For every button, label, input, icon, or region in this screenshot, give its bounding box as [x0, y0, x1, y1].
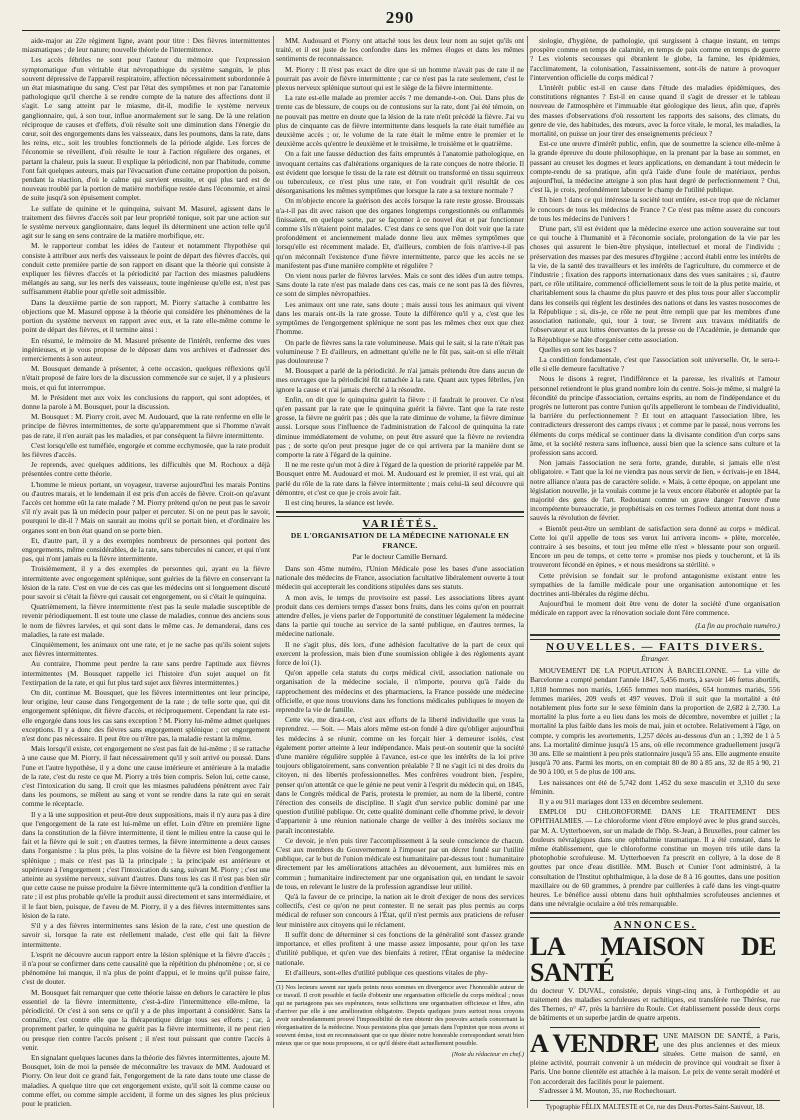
page-number: 290 — [385, 8, 415, 27]
paragraph: La rate est-elle malade au premier accès ? me demande-t-on. Oui. Dans plus de trente cas de blessure, de coups ou de contusions sur la rate, dont j'ai été témoin, on ne pouvait pas mettre en doute que la lésion de la rate n'eût précédé la fièvre. J'ai vu plus de cinquante cas de fièvre intermittente dans lesquels la rate était tuméfiée au deuxième accès ; or, le volume de la rate était le même entre le premier et le deuxième accès qu'entre le deuxième et le troisième, le troisième et le quatrième. — [276, 93, 524, 149]
ad-body: du docteur V. DUVAL, consistée, depuis vingt-cinq ans, à l'orthopédie et au traitement des maladies scrofuleuses et rachitiques, est transférée rue Thérèse, rue des Thernes, n° 47, près la barrière du Roule. Cet établissement possède deux corps de bâtiments et un superbe jardin de quatre arpents. — [530, 985, 780, 1023]
paragraph: M. Bousquet a parlé de la périodicité. Je n'ai jamais prétendu être dans aucun de mes ouvrages que la périodicité fût rattachée à la rate. Quant aux types fébriles, j'en ignore la cause et n'ai jamais cherché à la résoudre. — [276, 366, 524, 394]
academy-report-text — [22, 36, 270, 1108]
paragraph: Cinquièmement, les animaux ont une rate, et je ne sache pas qu'ils soient sujets aux fièvres intermittentes. — [22, 640, 270, 659]
paragraph: Les accès fébriles ne sont pour l'auteur du mémoire que l'expression symptomatique d'un véritable état névropathique du système sanguin, le plus souvent dépressive de l'appareil respiratoire, affection nécessairement subordonnée à un état miasmatique du sang. C'est par l'état des symptômes et non par l'anatomie pathologique qu'il cherche à se rendre compte de la nature des affections dont il s'agit. Le sang atteint par le miasme, dit-il, modifie le système nerveux ganglionnaire, qui, à son tour, influe anormalement sur le sang. De là une relation réciproque de causes et d'effets, d'où résulte soit une diminution dans l'énergie du cœur, soit des engorgements dans les vaisseaux, dans les poumons, dans la rate, dans les reins, etc., soit les troubles fonctionnels de la période algide. Les forces de l'économie se réveillent, d'où résulte le tour à l'action réguliere des organes, et partant la chaleur, puis la sueur. Il explique la périodicité, non par l'habitude, comme l'ont fait quelques auteurs, mais par l'évacuation d'une certaine proportion du poison, pendant la réaction, d'où le calme qui survient ensuite, et qui plus tard est de nouveau troublé par la portion de matière morbifique restée dans l'économie, et ainsi de suite jusqu'à son épuisement complet. — [22, 55, 270, 203]
paragraph: S'il y a des fièvres intermittentes sans lésion de la rate, c'est une question de savoir si, lorsque la rate est réellement malade, c'est elle qui fait la fièvre intermittente. — [22, 921, 270, 949]
paragraph: siologie, d'hygiène, de pathologie, qui surgissent à chaque instant, en temps prospère comme en temps de calamité, en temps de paix comme en temps de guerre ? Les violents secousses qui ébranlent le globe, la famine, les épidémies, l'acclimatement, la colonisation, l'assainissement, sont-ils de nature à provoquer l'intervention officielle du corps médical ? — [530, 36, 780, 82]
paragraph: Il y a eu 911 mariages dont 133 en décembre seulement. — [539, 797, 704, 807]
paragraph: En résumé, le mémoire de M. Masurel présente de l'intérêt, renferme des vues ingénieuses, et je vous propose de le déposer dans vos archives et d'adresser des remerciements à son auteur. — [22, 335, 270, 363]
ad-divider — [550, 1027, 760, 1028]
paragraph: Le sulfate de quinine et le quinquina, suivant M. Masurel, agissent dans le traitement des fièvres d'accès soit par leur propriété tonique, soit par une action sur le système nerveux ganglionnaire, dans lequel ils déterminent une action telle qu'il agit sur le sang en sens contraire de la matière morbifique, etc. — [22, 203, 270, 241]
paragraph: EMPLOI DU CHLOROFORME DANS LE TRAITEMENT DES OPHTHALMIES. — Le chloroforme vient d'être employé avec le plus grand succès, par M. A. Uytterhoeven, sur un malade de l'hôp. St-Jean, à Bruxelles, pour calmer les douleurs névralgiques dans une ophthalmie traumatique. Il a été constaté, dans le même établissement, que le chloroforme constitue un moyen très utile dans la photophobie scrofuleuse. M. Uytterhoeven l'a prescrit en collyre, à la dose de 8 gouttes par once d'eau distillée. MM. Busch et Cunier l'ont administré, à la consultation de l'Institut ophthalmique, à la dose de 8 à 16 gouttes, dans une position maxillaire ou de 60 grammes, à prendre par cuillerées à café dans les vingt-quatre heures. Le bénéfice aussi obtenu dans huit ophthalmies scrofuleuses anciennes et dans une névralgie oculaire a été très remarquable. — [530, 807, 780, 909]
paragraph: Quatrièmement, la fièvre intermittente n'est pas la seule maladie susceptible de revenir périodiquement. Il est toute une classe de maladies, connue des anciens sous le nom de fièvres larvées, et qui sont dans le même cas. Je demanderai, dans ces maladies, la rate est malade. — [22, 602, 270, 639]
paragraph: Dans la deuxième partie de son rapport, M. Piorry s'attache à combattre les objections que M. Masurel oppose à la théorie qui considère les phénomènes de la portion du système nerveux en rapport avec eux, et la rate elle-même comme le point de départ des fièvres, et il termine ainsi : — [22, 297, 270, 335]
paragraph: Les animaux ont une rate, sans doute ; mais aussi tous les animaux qui vivent dans les marais ont-ils la rate grosse. Toute la différence qu'il y a, c'est que les symptômes de l'engorgement splénique ne sont pas les mêmes chez eux que chez l'homme. — [276, 299, 524, 337]
paragraph: M. Bousquet : M. Piorry croit, avec M. Audouard, que la rate renferme en elle le principe de fièvres intermittentes, de sorte qu'apparemment que si l'homme n'avait pas de rate, il n'en aurait pas les maladies, et par conséquent la fièvre intermittente. — [22, 412, 270, 440]
paragraph: L'homme le mieux portant, un voyageur, traverse aujourd'hui les marais Pontins ou d'autres marais, et le lendemain il est pris d'un accès de fièvre. Croit-on qu'avant l'accès cet homme eût la rate malade ? M. Piorry prétend qu'on ne peut pas le savoir s'il n'y avait pas là un médecin pour palper et percuter. Si on ne peut pas le savoir, pourquoi le dit-il ? Mais on saurait au moins qu'il se portait bien, et d'ordinaire les organes sont en bon état quand on se porte bien. — [22, 479, 270, 535]
paragraph: Et, d'autre part, il y a des exemples nombreux de personnes qui portent des engorgements, même considérables, de la rate, sans tubercules ni cancer, et qui n'ont pas, qui n'ont jamais eu la fièvre intermittente. — [22, 535, 270, 564]
continued-note: (La fin au prochain numéro.) — [695, 620, 780, 630]
paragraph: On a fait une fausse déduction des faits empruntés à l'anatomie pathologique, en invoquant certains cas d'altérations organiques de la rate conçues de notre théorie. Il est évident que lorsque le tissu de la rate est détruit ou transformé en tissu squirreux ou tuberculeux, ce n'est plus une rate, et l'on voudrait qu'il résultât de ces désorganisations les mêmes symptômes que lorsque la rate a sa texture normale ? — [276, 149, 524, 196]
paragraph: Il suffit donc de déterminer si ces fonctions de la généralité sont d'assez grande importance, et elles profitent à une masse assez imposante, pour qu'on les taxe d'utilité publique, et qu'en vue des bienfaits à retirer, l'État organise la médecine nationale. — [276, 929, 524, 967]
footnote-text: (1) Nos lecteurs savent sur quels points nous sommes en divergence avec l'honorable auteur de ce travail. Il croit possible et facile d'obtenir une organisation officielle du corps médical ; nous qui ne partageons pas ses espérances, nous sollicitons une organisation officieuse et libre, afin d'arriver par elle à une amélioration obligatoire. Depuis quelques jours surtout nous croyons avoir surabondamment prouvé l'impossibilité de rien obtenir des pouvoirs actuels concernant la réorganisation de la médecine. Nous persistons plus que jamais dans l'opinion que nous avons si souvent émise, tout en reconnaissant que ce que désire notre honorable correspondant serait bien mieux que ce que nous proposons, si ce qu'il désire était actuellement possible. — [276, 983, 524, 1047]
section-divider — [530, 634, 780, 640]
editor-footnote — [276, 981, 524, 1059]
news-text — [530, 666, 780, 908]
paragraph: Il y a là une supposition et peut-être deux suppositions, mais il n'y aura pas à dire que l'engorgement de la rate est lui-même un effet. Loin d'être en première ligne dans la constitution de la fièvre intermittente, il tient le milieu entre la cause qui le fait et la fièvre qui le suit ; en d'autres termes, la fièvre intermittente a deux causes dans l'organisme : la plus près, la plus voisine de la fièvre est bien l'engorgement splénique ; mais ce n'est pas là la principale ; la principale est antérieure et supérieure à l'engorgement ; c'est l'intoxication du sang, suivant M. Piorry ; c'est une atteinte au système nerveux, suivant d'autres. Dans tous les cas il n'est pas bien sûr que cette cause ne puisse produire la fièvre intermittente qu'à la condition d'enflier la rate ; il est plus probable qu'elle la produit aussi directement et sans intermédiaire, et il le faut bien, puisque, de l'aveu de M. Piorry, il y a des fièvres intermittentes sans lésion de la rate. — [22, 809, 270, 920]
article-byline: Par le docteur Camille Bernard. — [352, 551, 448, 561]
paragraph: Qu'à la faveur de ce principe, la nation ait le droit d'exiger de nous des services collectifs, c'est ce qu'on ne peut contester. Il ne serait pas plus permis au corps médical de refuser son concours à l'État, qu'il n'est permis aux praticiens de refuser leur ministère aux citoyens qui le réclament. — [276, 892, 524, 929]
paragraph: On vient nous parler de fièvres larvées. Mais ce sont des idées d'un autre temps. Sans doute la rate n'est pas malade dans ces cas, mais ce ne sont pas là des fièvres, ce sont de simples névropathies. — [276, 271, 524, 299]
column-divider — [527, 36, 528, 1108]
paragraph: On parle de fièvres sans la rate volumineuse. Mais qui le sait, si la rate n'était pas volumineuse ? Et d'ailleurs, en admettant qu'elle ne le fût pas, sait-on si elle n'était pas douloureuse ? — [276, 337, 524, 365]
varietes-continuation-text — [530, 36, 780, 618]
paragraph: Nous le disons à regret, l'indifférence et la paresse, les rivalités et l'amour personnel retiendront le plus grand nombre loin du centre. Sois-je même, si malgré la fécondité du principe d'association, certains esprits, au nom de l'indépendance et du progrès ne lutteront pas contre l'union qu'ils appelleront le tombeau de l'individualité, la barrière du perfectionnement ? Et tout en attaquant l'association libre, les contradicteurs dresseront des camps rivaux ; et comme par le passé, nous verrons les éléments du corps médical se continuer dans la divisante condition d'un corps sans âme, et la société restera sans influence, aussi bien que la science sans culture et la profession sans accord. — [530, 374, 780, 457]
paragraph: Il ne me reste qu'un mot à dire à l'égard de la question de priorité rappelée par M. Bousquet entre M. Audouard et moi. M. Audouard est le premier, il est vrai, qui ait parlé du rôle de la rate dans la fièvre intermittente ; mais celui-là seul découvre qui démontre, et c'est ce que je crois avoir fait. — [276, 460, 524, 497]
paragraph: MM. Audouard et Piorry ont attaché tous les deux leur nom au sujet qu'ils ont traité, et il est juste de les confondre dans les mêmes éloges et dans les mêmes sentiments de reconnaissance. — [276, 36, 524, 64]
news-heading: NOUVELLES. — FAITS DIVERS. — [546, 640, 764, 653]
paragraph: M. Bousquet demande à présenter, à cette occasion, quelques réflexions qu'il n'était proposé de faire lors de la discussion commencée sur ce sujet, il y a plusieurs mois, et qui fut interrompue. — [22, 364, 270, 392]
paragraph: En signalant quelques lacunes dans la théorie des fièvres intermittentes, ajoute M. Bousquet, loin de moi la pensée de méconnaître les travaux de MM. Audouard et Piorry. On leur doit ce grand fait, l'engorgement de la rate dans toute une classe de maladies. A quelque titre que cet engorgement existe, qu'il soit là comme cause ou comme effet, ou comme simple accident, il forme un des signes les plus précieux pour le praticien. — [22, 1052, 270, 1108]
varietes-article-text — [276, 564, 524, 977]
paragraph: Eh bien ! dans ce qui intéresse la société tout entière, est-ce trop que de réclamer le concours de tous les médecins de France ? Ce n'est pas même assez du concours de tous les médecins de l'univers ! — [530, 195, 780, 223]
paragraph: D'une part, s'il est évident que la médecine exerce une action souveraine sur tout ce qui touche à l'humanité et à l'économie sociale, prolongation de la vie par les choses qui assurent le bien-être physique, intellectuel et moral de l'individu ; préservation des masses par des mesures d'hygiène ; accord établi entre les intérêts de la vie, de la santé des travailleurs et les intérêts de l'agriculture, du commerce et de l'industrie ; fixation des rapports internationaux dans des vues sanitaires ; si, d'autre part, ce rôle utilitaire, commencé officiellement sous le toit de la plus petite mairie, et charitablement sous la chaume du plus pauvre et des plus tous pour aller s'accomplir dans les conseils qui règlent les destinées des nations et dans les vastes nosocomes de la République ; si, dis-je, ce rôle ne peut être rempli que par les membres d'une association nationale, qui, tour à tour, se livrent aux travaux méditatifs de l'observateur et aux luttes énervantes de la presse ou de l'Académie, je demande que la République se hâte d'organiser cette association. — [530, 224, 780, 344]
paragraph: L'esprit ne découvre aucun rapport entre la lésion splénique et la fièvre d'accès ; il n'a pour se confirmer dans cette causalité que la répétition du phénomène ; or, si ce phénomène lui manque, il n'a plus de point d'appui, et le moins qu'il puisse faire, c'est de douter. — [22, 949, 271, 987]
paragraph: Je reprends, avec quelques additions, les difficultés que M. Rochoux a déjà présentées contre cette théorie. — [22, 460, 270, 479]
section-divider — [276, 511, 524, 517]
paragraph: Et d'ailleurs, sont-elles d'utilité publique ces questions vitales de phy- — [285, 967, 488, 977]
paragraph: C'est lorsqu'elle est tuméfiée, engorgée et comme ecchymosée, que la rate produit les fièvres d'accès. — [22, 440, 270, 459]
paragraph: On dit, continue M. Bousquet, que les fièvres intermittentes ont leur principe, leur origine, leur cause dans l'engorgement de la rate ; de telle sorte que, qui dit engorgement splénique, dit fièvre d'accès, et réciproquement. Cependant la rate est-elle engorgée dans tous les cas sans exception ? M. Piorry lui-même admet quelques exceptions. Il y a donc des fièvres sans engorgement splénique ; cet engorgement n'est donc pas nécessaire. Il peut être ou n'être pas, la maladie restant la même. — [22, 688, 270, 744]
ad-headline: LA MAISON DE SANTÉ — [530, 931, 776, 987]
column-2 — [276, 36, 524, 1106]
printer-imprint: Typographie FÉLIX MALTESTE et Ce, rue des Deux-Portes-Saint-Sauveur, 18. — [530, 1100, 780, 1112]
paragraph: Cette prévision se fondait sur le profond antagonisme existant entre les sympathies de la famille médicale pour une organisation autonomique et les doctrines anti-libérales du régime déchu. — [530, 570, 780, 598]
page-header — [0, 8, 800, 28]
ad-headline: A VENDRE — [530, 1028, 660, 1058]
paragraph: Mais lorsqu'il existe, cet engorgement ne s'est pas fait de lui-même ; il se rattache à une cause que M. Piorry, il faut nécessairement qu'il y soit arrivé ou poussé. Dans l'une et l'autre hypothèse, il y a donc une cause intérieure et antérieure à la maladie de la rate, c'est du reste ce que M. Piorry a très bien compris. Selon lui, cette cause, c'est l'intoxication du sang. Il croit que les miasmes paludéens pénètrent avec l'air dans les poumons, se mêlent au sang et vont se rendre dans la rate qui en serait comme le réceptacle. — [22, 744, 270, 809]
ad-contact: S'adresser à M. Mouton, 35, rue Rochechouart. — [539, 1085, 677, 1095]
ad-body: UNE MAISON DE SANTÉ, à Paris, une des plus anciennes et des mieux situées. Cette maison de santé, en pleine activité, pourrait convenir à un médecin de province qui voudrait se fixer à Paris. Une bonne clientèle est attachée à la maison. Le prix de vente serait modéré et l'on accorderait des facilités pour le paiement. — [530, 1030, 780, 1086]
paragraph: M. le Président met aux voix les conclusions du rapport, qui sont adoptées, et donne la parole à M. Bousquet, pour la discussion. — [22, 392, 270, 411]
header-rule — [22, 30, 780, 31]
article-title: DE L'ORGANISATION DE LA MÉDECINE NATIONALE EN FRANCE. — [290, 531, 510, 550]
paragraph: Dans son 45me numéro, l'Union Médicale pose les bases d'une association nationale des médecins de France, association facultative libéralement ouverte à tout médecin qui accepterait les conditions stipulées dans ses statuts. — [276, 563, 524, 592]
paragraph: Il est cinq heures, la séance est levée. — [285, 497, 394, 507]
paragraph: A mon avis, le temps du provisoire est passé. Les associations libres ayant produit dans ces derniers temps d'assez bons fruits, dans les coins qu'on en pourrait attendre d'elles, je viens parler de l'opportunité de constituer légalement la médecine dans la partie qui touche au service de la santé publique, en d'autres termes, la médecine nationale. — [276, 592, 524, 639]
paragraph: Troisièmement, il y a des exemples de personnes qui, ayant eu la fièvre intermittente avec engorgement splénique, sont guéries de la fièvre en conservant la lésion de la rate. C'est en vue de ces cas que les médecins ont si longuement discuté pour savoir si c'était la fièvre qui causait cet engorgement, ou si c'était le quinquina. — [22, 564, 270, 601]
paragraph: Les naissances ont été de 5,742 dont 1,452 du sexe masculin et 3,310 du sexe féminin. — [530, 777, 780, 796]
paragraph: Aujourd'hui le moment doit être venu de doter la société d'une organisation médicale en rapport avec la rénovation sociale dont l'ère commence. — [530, 599, 780, 618]
column-3 — [530, 36, 780, 1111]
paragraph: M. le rapporteur combat les idées de l'auteur et notamment l'hypothèse qui consiste à attribuer aux nerfs des vaisseaux le point de départ des fièvres d'accès, qui conduit cette première partie de son rapport en disant que la théorie qui consiste à expliquer les fièvres d'accès et la périodicité par l'action des miasmes paludéens mélangés au sang, sur les nerfs des vaisseaux, toute ingénieuse qu'elle est, n'est pas suffisamment établie pour qu'elle soit admissible. — [22, 241, 270, 297]
advertisement-a-vendre — [530, 1028, 780, 1095]
paragraph: Cette vie, me dira-t-on, c'est aux efforts de la liberté individuelle que vous la reprendrez. — Soit. — Mais alors même est-on fondé à dire qu'obliger aujourd'hui les médecins à se réunir, comme on les forçait hier à demeurer isolés, c'est également porter atteinte à leur indépendance. Mais peut-on soutenir que la société d'une manière régulière supplée à l'avance, est-ce que les intérêts de la loi prive toujours obligatoirement, sans convention préalable ? Il ne s'agit ici ni des droits du citoyen, ni des libertés professionnelles. Mes confrères voudront bien, j'espère, penser qu'on attentât ce que le génie ne peut venir à l'esprit du médecin qui, en 1845, dans le Congrès médical de Paris, protesta le premier, au nom de la liberté, contre l'érection des conseils de discipline. Il s'agit d'un service public dominé par une question d'utilité publique. Or, cette qualité dominant celle d'homme privé, le devoir d'appartenir à une réunion nationale charge de veiller à des intérêts sociaux me paraît incontestable. — [276, 715, 524, 835]
paragraph: M. Bousquet fait remarquer que cette théorie laisse en dehors le caractère le plus essentiel de la fièvre intermittente, c'est-à-dire l'intermittence elle-même, la périodicité. Or c'est à son sens ce qu'il y a de plus important à considérer. Sans la connaître, c'est contre elle que la thérapeutique dirige tous ses efforts ; car, à proprement parler, le quinquina ne guérit pas la fièvre intermittente, il ne peut rien ou presque rien contre l'accès présent ; il n'est tout puissant que contre l'accès à venir. — [22, 987, 270, 1052]
paragraph: « Bientôt peut-être un semblant de satisfaction sera donné au corps » médical. Cette loi qu'il appelle de tous ses vœux lui arrivera incom- » plète, morcelée, contraire à ses besoins, et tout jeu même elle n'est » blessante pour son orgueil. Encore un peu de temps, et cette terre » promise nos pieds y toucheront, et là ils trouveront fécondé en épines, » et nous mesidrons sa stérilité. » — [530, 523, 780, 570]
paragraph: Qu'on appelle cela statuts du corps médical civil, association nationale ou organisation de la médecine sociale, il n'importe, pourvu qu'à l'aide du rapprochement des médecins et des pharmaciens, la France possède une médecine officielle, et que nous trouvions dans les fonctions médicales publiques le moyen de reprendre la vie de famille. — [276, 668, 524, 715]
paragraph: Au contraire, l'homme peut perdre la rate sans perdre l'aptitude aux fièvres intermittentes (M. Bousquet rappelle ici l'histoire d'un sujet auquel on fit l'extirpation de la rate, et qui fut plus tard sujet aux fièvres intermittentes.) — [22, 659, 270, 687]
paragraph: On m'objecte encore la guérison des accès lorsque la rate reste grosse. Broussais n'a-t-il pas dit avec raison que des organes longtemps congestionnés ou enflammés finissaient, en quelque sorte, par se façonner à ce nouvel état et par fonctionner comme s'ils n'étaient point malades. C'est dans ce sens que l'on doit voir que la rate profondément et anciennement malade donne lieu aux mêmes symptômes que lorsqu'elle est récemment malade. Et, d'ailleurs, combien de fois n'arrive-t-il pas qu'on méconnaît l'existence d'une fièvre intermittente, parce que les accès ne se manifestent pas d'une manière complète et régulière ? — [276, 196, 524, 270]
paragraph: Ce devoir, je n'en puis tirer l'accomplissement à la seule conscience de chacun. C'est aux membres du Gouvernement à l'imposer par un décret fondé sur l'utilité publique, car le but de l'union médicale est humanitaire par-dessus tout : humanitaire directement par les améliorations attachées au dévouement, aux lumières mis en commun ; humanitaire indirectement par une organisation qui, en tendant le savoir de tous, en relevant le lustre de la profession agrandisse leur utilité. — [276, 835, 524, 891]
academy-discussion-text — [276, 36, 524, 507]
paragraph: Quelles en sont les bases ? — [539, 344, 617, 354]
paragraph: Il ne s'agit plus, dès lors, d'une adhésion facultative de la part de ceux qui exercent la profession, mais bien d'une soumission obligée à des règlements ayant force de loi (1). — [276, 639, 524, 667]
footnote-signature: (Note du rédacteur en chef.) — [451, 1050, 524, 1058]
varietes-heading: VARIÉTÉS. — [362, 518, 438, 531]
paragraph: aide-major au 22e régiment ligne, avant pour titre : Des fièvres intermittentes miasmatiques ; de leur nature; nouvelle théorie de l'intermittence. — [22, 36, 270, 55]
paragraph: MOUVEMENT DE LA POPULATION À BARCELONNE. — La ville de Barcelonne a compté pendant l'année 1847, 5,456 morts, à savoir 146 fœtus abortifs, 1,818 hommes non mariés, 1,665 femmes non mariées, 654 hommes mariés, 556 femmes mariées, 209 veufs et 497 veuves. D'où il suit que la mortalité a été notablement plus forte sur le sexe féminin dans la proportion de 2,682 à 2,730. La mortalité la plus forte a eu lieu dans les mois de décembre, novembre et juillet ; la mortalité la plus faible dans les mois de mai, juin et octobre. Relativement à l'âge, on compte, y compris les avortements, 1,257 décès au-dessous d'un an ; 1,392 de 1 à 5 ans. La mortalité diminue jusqu'à 15 ans, où elle recommence graduellement jusqu'à 30 ans. Elle se maintient à peu près stationnaire jusqu'à 55 ans. Elle augmente ensuite jusqu'à 70 ans. Parmi les morts, on en comptait 80 de 80 à 85 ans, 32 de 85 à 90, 21 de 90 à 100, et 5 de plus de 100 ans. — [530, 666, 780, 777]
column-1 — [22, 36, 270, 1106]
section-divider — [530, 912, 780, 918]
paragraph: Non jamais l'association ne sera forte, grande, durable, si jamais elle n'est obligatoire. « Tant que la loi ne viendra pas nous servir de lien, » écrivais-je en 1844, notre alliance n'aura pas de caractère solide. » Mais, à cette époque, on appelant une législation nouvelle, je la voulais comme je la veux encore élaborée et adoptée par la majorité des gens de l'art. Redoutant comme un grave danger l'œuvre d'une incompétente bureaucratie, je prophétisais en ces termes l'odieux attentat dont nous a sauvés la révolution de février. — [530, 458, 780, 523]
paragraph: Est-ce une œuvre d'intérêt public, enfin, que de soumettre la science elle-même à la grande épreuve du doute philosophique, en la prenant par la base au sommet, en passant au creuset les dogmes et leurs applications, en demandant à tout médecin le compte-rendu de sa pratique, afin qu'à l'aide d'une foule de matériaux, perdus aujourd'hui, la médecine atteigne à son plus haut degré de perfectionnement ? Oui, c'est là, je crois, profondément labourer le champ de l'utilité publique. — [530, 139, 780, 195]
annonces-heading: ANNONCES. — [613, 919, 697, 932]
paragraph: M. Piorry : Il n'est pas exact de dire que si un homme n'avait pas de rate il ne pourrait pas avoir de fièvre intermittente ; car ce n'est pas la rate seulement, c'est le plexus nerveux splénique surtout qui est le siège de la fièvre intermittente. — [276, 64, 524, 93]
paragraph: Enfin, on dit que le quinquina guérit la fièvre : il faudrait le prouver. Ce n'est qu'en passant par la rate que le quinquina guérit la fièvre. Tant que la rate reste grosse, la fièvre ne guérit pas ; dès que la rate diminue de volume, la fièvre diminue aussi. Lorsque sous l'influence de l'administration de l'alcool de quinquina la rate diminue immédiatement de volume, on peut être assuré que la fièvre ne reviendra pas ; de sorte qu'on peut presque juger de ce qui arrivera par la manière dont se comporte la rate à l'égard de la quinine. — [276, 394, 524, 459]
paragraph: La condition fondamentale, c'est que l'association soit universelle. Or, le sera-t-elle si elle demeure facultative ? — [530, 354, 780, 374]
advertisement-maison-de-sante — [530, 931, 780, 1023]
news-subheading: Étranger. — [640, 654, 670, 663]
paragraph: L'intérêt public est-il en cause dans l'étude des maladies épidémiques, des constitutions régnantes ? Est-il en cause quand il s'agit de dresser et le tableau nouveau de l'atmosphère et l'immuable état géologique des lieux, afin que, d'après des masses d'observations d'où ressortent les rapports des saisons, des climats, du genre de vie, des habitudes, des mœurs, avec la force vitale, le moral, les maladies, la mortalité, on puisse un jour tirer des enseignements précieux ? — [530, 83, 780, 139]
column-divider — [273, 36, 274, 1108]
